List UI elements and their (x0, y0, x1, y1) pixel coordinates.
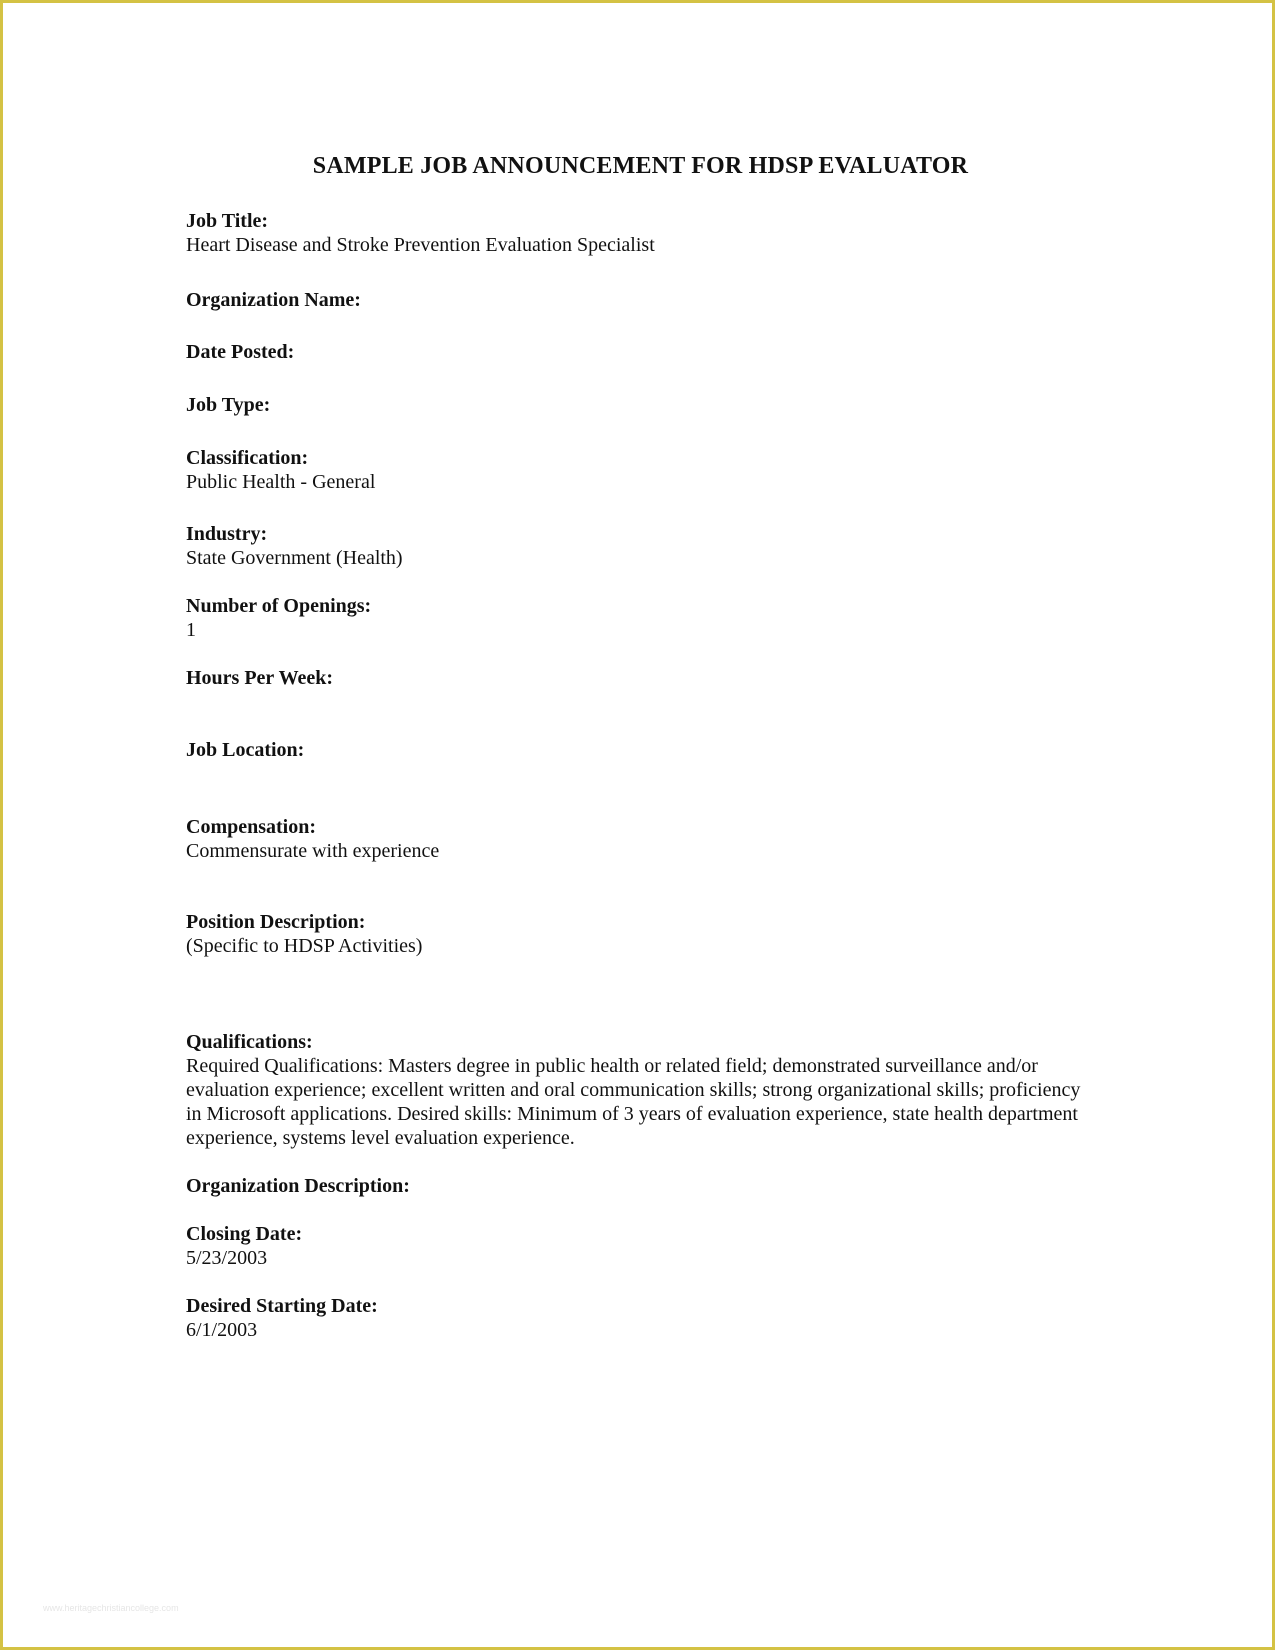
field-label-qualifications: Qualifications: (186, 1031, 313, 1053)
field-classification (186, 446, 1086, 494)
field-label-job-location: Job Location: (186, 739, 305, 761)
field-label-closing-date: Closing Date: (186, 1223, 303, 1245)
field-value-classification: Public Health - General (186, 471, 376, 493)
watermark-text: www.heritagechristiancollege.com (43, 1603, 179, 1613)
document-title: SAMPLE JOB ANNOUNCEMENT FOR HDSP EVALUATOR (312, 153, 969, 179)
field-label-industry: Industry: (186, 523, 268, 545)
field-industry (186, 522, 1086, 570)
field-label-organization-description: Organization Description: (186, 1175, 410, 1197)
field-label-number-of-openings: Number of Openings: (186, 595, 372, 617)
field-value-qualifications: Required Qualifications: Masters degree in public health or related field; demonstrated surveillance and/or evaluation experience; excellent written and oral communication skills; strong organizational skills; proficiency in Microsoft applications. Desired skills: Minimum of 3 years of evaluation experience, state health department experience, systems level evaluation experience. (186, 1055, 1081, 1149)
field-value-closing-date: 5/23/2003 (186, 1247, 268, 1269)
field-job-title (186, 209, 1086, 257)
field-value-compensation: Commensurate with experience (186, 840, 440, 862)
field-label-position-description: Position Description: (186, 911, 366, 933)
field-desired-starting-date (186, 1294, 1086, 1342)
field-number-of-openings (186, 594, 1086, 642)
field-label-hours-per-week: Hours Per Week: (186, 667, 334, 689)
field-label-desired-starting-date: Desired Starting Date: (186, 1295, 378, 1317)
field-label-compensation: Compensation: (186, 816, 317, 838)
field-closing-date (186, 1222, 1086, 1270)
field-label-job-type: Job Type: (186, 394, 271, 416)
field-value-job-title: Heart Disease and Stroke Prevention Evaluation Specialist (186, 234, 655, 256)
field-hours-per-week (186, 666, 1086, 690)
field-qualifications (186, 1030, 1096, 1150)
field-label-date-posted: Date Posted: (186, 341, 295, 363)
field-position-description (186, 910, 1086, 958)
field-compensation (186, 815, 1086, 863)
field-job-type (186, 393, 1086, 417)
field-date-posted (186, 340, 1086, 364)
field-value-desired-starting-date: 6/1/2003 (186, 1319, 258, 1341)
field-organization-description (186, 1174, 1086, 1198)
field-organization-name (186, 288, 1086, 312)
field-label-organization-name: Organization Name: (186, 289, 361, 311)
field-value-industry: State Government (Health) (186, 547, 403, 569)
field-label-job-title: Job Title: (186, 210, 269, 232)
field-value-number-of-openings: 1 (186, 619, 196, 641)
field-job-location (186, 738, 1086, 762)
field-value-position-description: (Specific to HDSP Activities) (186, 935, 423, 957)
field-label-classification: Classification: (186, 447, 309, 469)
